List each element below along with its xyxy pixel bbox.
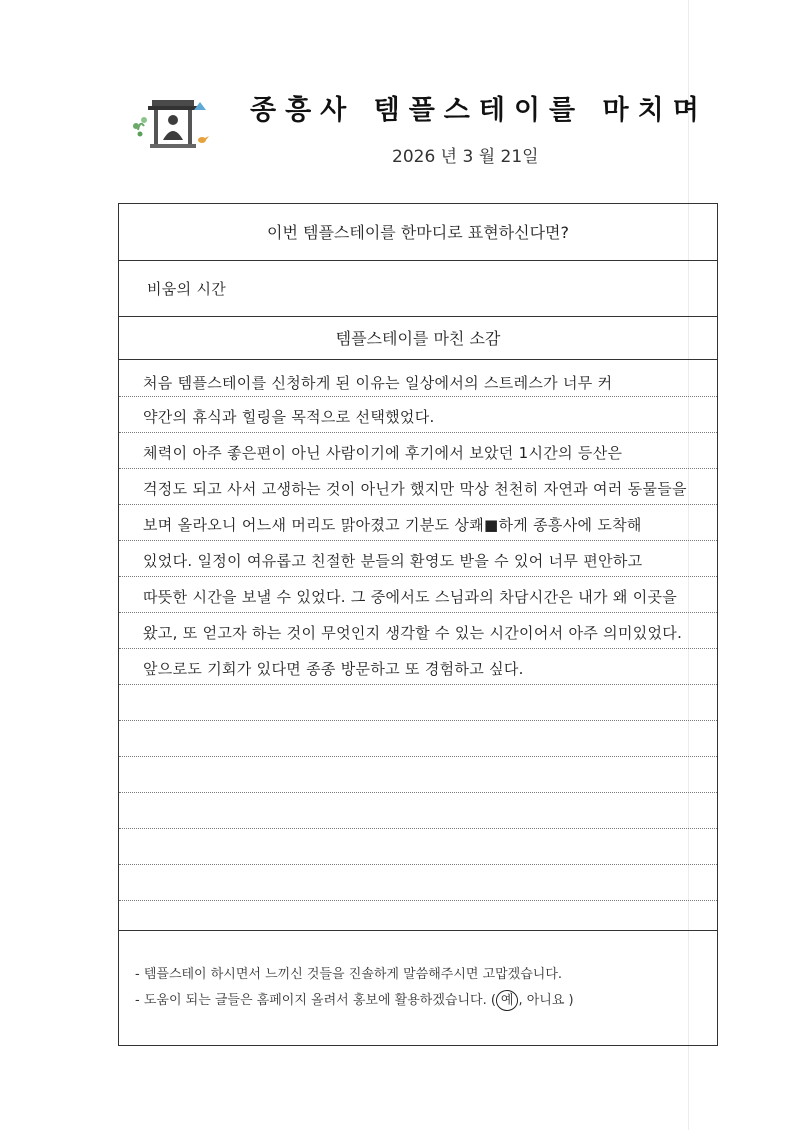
ruled-line xyxy=(119,828,717,829)
ruled-line xyxy=(119,864,717,865)
impression-line: 보며 올라오니 어느새 머리도 맑아졌고 기분도 상쾌■하게 종흥사에 도착해 xyxy=(143,516,642,534)
impression-line: 체력이 아주 좋은편이 아닌 사람이기에 후기에서 보았던 1시간의 등산은 xyxy=(143,444,623,462)
ruled-line xyxy=(119,468,717,469)
ruled-line xyxy=(119,504,717,505)
ruled-line xyxy=(119,900,717,901)
ruled-line xyxy=(119,648,717,649)
answer-field[interactable] xyxy=(119,261,717,317)
ruled-line xyxy=(119,576,717,577)
impression-line: 따뜻한 시간을 보낼 수 있었다. 그 중에서도 스님과의 차담시간은 내가 왜 이곳을 xyxy=(143,588,678,606)
ruled-line xyxy=(119,792,717,793)
impression-writing-area[interactable] xyxy=(119,360,717,930)
page-title: 종흥사 템플스테이를 마치며 xyxy=(250,95,708,126)
temple-logo-icon xyxy=(128,96,212,156)
impression-line: 처음 템플스테이를 신청하게 된 이유는 일상에서의 스트레스가 너무 커 xyxy=(143,374,613,392)
impression-line: 왔고, 또 얻고자 하는 것이 무엇인지 생각할 수 있는 시간이어서 아주 의미있었다. xyxy=(143,624,683,642)
note-line-2-suffix: , 아니요 ) xyxy=(518,993,574,1008)
ruled-line xyxy=(119,720,717,721)
ruled-line xyxy=(119,756,717,757)
note-line-1: - 템플스테이 하시면서 느끼신 것들을 진솔하게 말씀해주시면 고맙겠습니다. xyxy=(135,967,563,982)
ruled-line xyxy=(119,540,717,541)
ruled-line xyxy=(119,396,717,397)
ruled-line xyxy=(119,612,717,613)
impression-heading: 템플스테이를 마친 소감 xyxy=(119,317,717,360)
footer-notes xyxy=(135,962,574,1014)
answer-text: 비움의 시간 xyxy=(147,280,227,298)
impression-line: 약간의 휴식과 힐링을 목적으로 선택했었다. xyxy=(143,408,435,426)
note-line-2-prefix: - 도움이 되는 글들은 홈페이지 올려서 홍보에 활용하겠습니다. ( xyxy=(135,993,496,1008)
impression-line: 걱정도 되고 사서 고생하는 것이 아닌가 했지만 막상 천천히 자연과 여러 동물들을 xyxy=(143,480,687,498)
impression-line: 앞으로도 기회가 있다면 종종 방문하고 또 경험하고 싶다. xyxy=(143,660,524,678)
impression-line: 있었다. 일정이 여유롭고 친절한 분들의 환영도 받을 수 있어 너무 편안하고 xyxy=(143,552,643,570)
ruled-line xyxy=(119,684,717,685)
ruled-line xyxy=(119,432,717,433)
footer-divider xyxy=(119,930,717,931)
date-text: 2026 년 3 월 21일 xyxy=(392,147,539,167)
feedback-form xyxy=(118,203,718,1046)
question-prompt: 이번 템플스테이를 한마디로 표현하신다면? xyxy=(119,204,717,261)
yes-option-circled[interactable]: 예 xyxy=(496,990,519,1011)
note-line-2 xyxy=(135,988,574,1014)
